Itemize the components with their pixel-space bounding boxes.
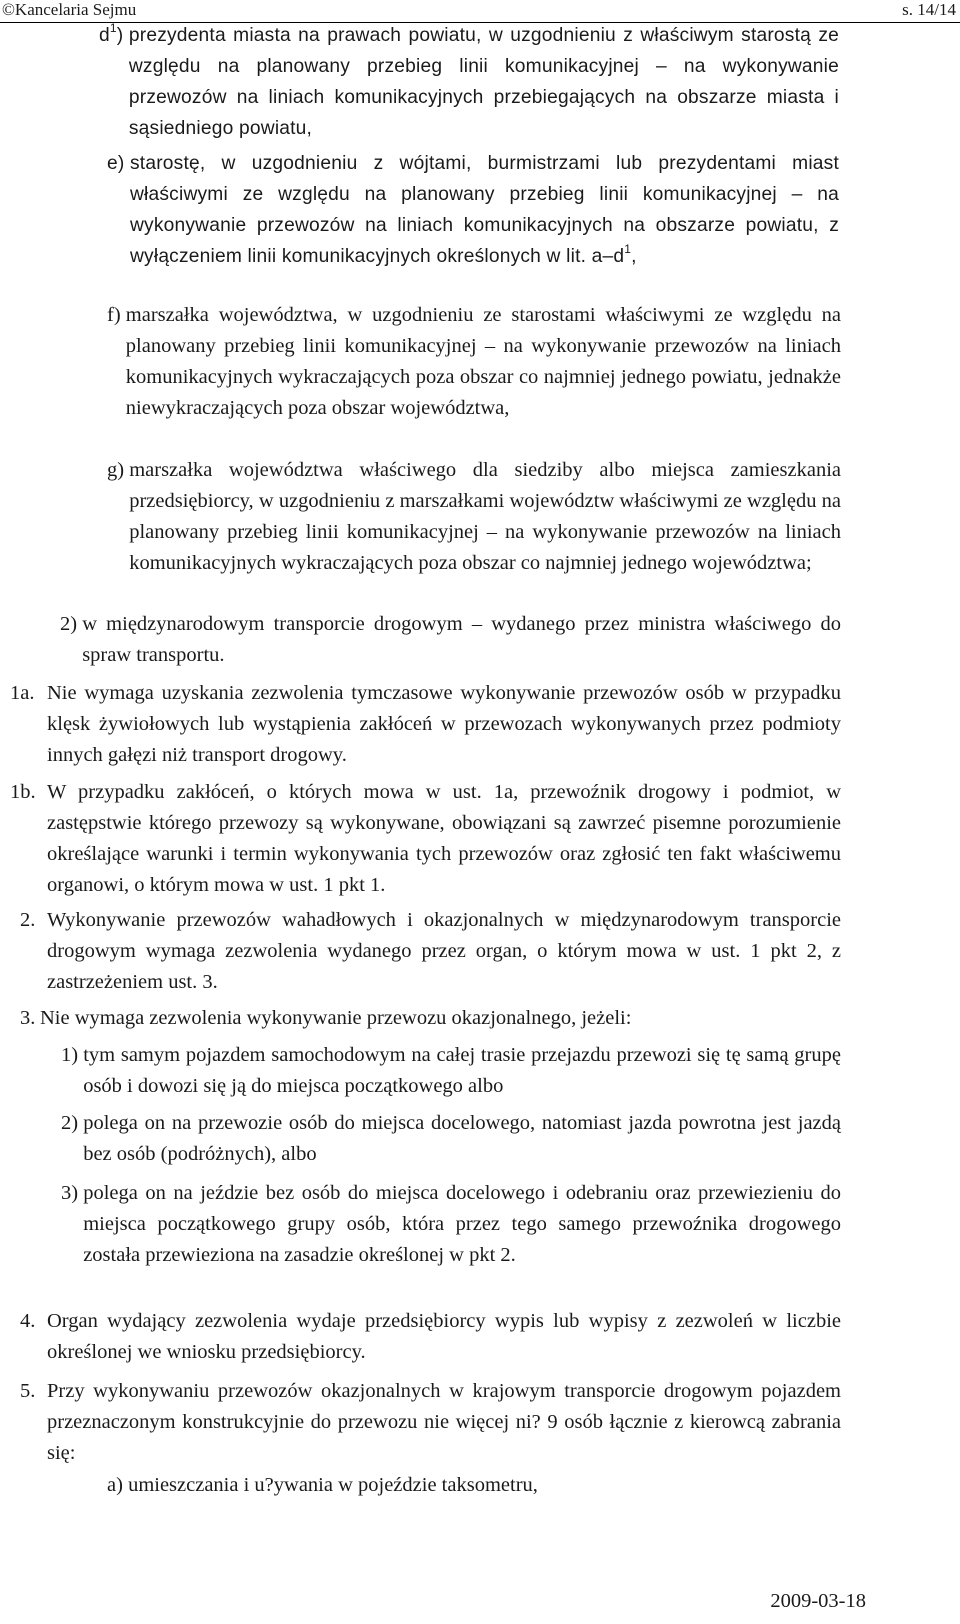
- section-5-label: 5.: [20, 1380, 41, 1402]
- item-e-text: starostę, w uzgodnieniu z wójtami, burmistrzami lub prezydentami miast właściwymi ze względu na planowany przebieg linii komunikacyjnej – na wykonywanie przewozów na liniach komunikacyjnych na obszarze powiatu, z wyłączeniem linii komunikacyjnych określonych w lit. $a-d^1$,: [130, 153, 839, 267]
- section-4: [20, 1306, 841, 1368]
- item-g-label: g): [107, 459, 130, 481]
- section-5-point-a-label: a): [107, 1474, 129, 1496]
- point-2: [60, 609, 841, 671]
- section-2-text: Wykonywanie przewozów wahadłowych i okazjonalnych w międzynarodowym transporcie drogowym wymaga zezwolenia wydanego przez organ, o którym mowa w ust. 1 pkt 2, z zastrzeżeniem ust. 3.: [47, 909, 841, 993]
- item-f-label: f): [107, 304, 126, 326]
- item-e-label: e): [107, 153, 130, 174]
- section-1a-label: 1a.: [10, 682, 40, 704]
- section-1b: [10, 777, 841, 901]
- section-2: [20, 905, 841, 998]
- header-page-number: s. 14/14: [902, 0, 956, 19]
- section-3-text: Nie wymaga zezwolenia wykonywanie przewozu okazjonalnego, jeżeli:: [40, 1007, 632, 1029]
- section-3-point-3-text: polega on na jeździe bez osób do miejsca docelowego i odebraniu oraz przewiezieniu do miejsca początkowego grupy osób, która przez tego samego przewoźnika drogowego została przewieziona na zasadzie określonej w pkt 2.: [83, 1182, 841, 1266]
- section-2-label: 2.: [20, 909, 41, 931]
- section-3-label: 3.: [20, 1007, 41, 1029]
- section-1b-label: 1b.: [10, 781, 41, 803]
- section-5-point-a: [107, 1470, 841, 1501]
- item-d1: [99, 20, 839, 144]
- item-d1-text: prezydenta miasta na prawach powiatu, w uzgodnieniu z właściwym starostą ze względu na planowany przebieg linii komunikacyjnej – na wykonywanie przewozów na liniach komunikacyjnych przebiegających na obszarze miasta i sąsiedniego powiatu,: [128, 25, 839, 139]
- item-f-text: marszałka województwa, w uzgodnieniu ze starostami właściwymi ze względu na planowany przebieg linii komunikacyjnej – na wykonywanie przewozów na liniach komunikacyjnych wykraczających poza obszar co najmniej jednego powiatu, jednakże niewykraczających poza obszar województwa,: [125, 304, 841, 419]
- section-3-point-2: [61, 1108, 841, 1170]
- item-f: [107, 300, 841, 424]
- section-3-point-3: [61, 1178, 841, 1271]
- section-5-point-a-text: umieszczania i u?ywania w pojeździe taksometru,: [128, 1474, 538, 1496]
- section-1a: [10, 678, 841, 771]
- section-3: [20, 1003, 841, 1034]
- section-4-label: 4.: [20, 1310, 41, 1332]
- item-g: [107, 455, 841, 579]
- footer-date: 2009-03-18: [770, 1590, 866, 1612]
- section-5-text: Przy wykonywaniu przewozów okazjonalnych w krajowym transporcie drogowym pojazdem przeznaczonym konstrukcyjnie do przewozu nie więcej ni? 9 osób łącznie z kierowcą zabrania się:: [47, 1380, 841, 1464]
- section-3-point-1-text: tym samym pojazdem samochodowym na całej trasie przejazdu przewozi się tę samą grupę osób i dowozi się ją do miejsca początkowego albo: [83, 1044, 841, 1097]
- section-1a-text: Nie wymaga uzyskania zezwolenia tymczasowe wykonywanie przewozów osób w przypadku klęsk żywiołowych lub wystąpienia zakłóceń w przewozach wykonywanych przez podmioty innych gałęzi niż transport drogowy.: [47, 682, 841, 766]
- section-4-text: Organ wydający zezwolenia wydaje przedsiębiorcy wypis lub wypisy z zezwoleń w liczbie określonej we wniosku przedsiębiorcy.: [47, 1310, 841, 1363]
- item-e: [107, 148, 839, 272]
- point-2-text: w międzynarodowym transporcie drogowym – wydanego przez ministra właściwego do spraw transportu.: [82, 613, 841, 666]
- section-3-point-2-label: 2): [61, 1112, 84, 1134]
- section-3-point-3-label: 3): [61, 1182, 84, 1204]
- point-2-label: 2): [60, 613, 83, 635]
- section-3-point-1: [61, 1040, 841, 1102]
- section-5: [20, 1376, 841, 1469]
- item-g-text: marszałka województwa właściwego dla siedziby albo miejsca zamieszkania przedsiębiorcy, w uzgodnieniu z marszałkami województw właściwymi ze względu na planowany przebieg linii komunikacyjnej – na wykonywanie przewozów na liniach komunikacyjnych wykraczających poza obszar co najmniej jednego województwa;: [129, 459, 841, 574]
- header-source: ©Kancelaria Sejmu: [2, 0, 137, 19]
- section-1b-text: W przypadku zakłóceń, o których mowa w ust. 1a, przewoźnik drogowy i podmiot, w zastępstwie którego przewozy są wykonywane, obowiązani są zawrzeć pisemne porozumienie określające warunki i termin wykonywania tych przewozów oraz zgłosić ten fakt właściwemu organowi, o którym mowa w ust. 1 pkt 1.: [47, 781, 841, 896]
- section-3-point-2-text: polega on na przewozie osób do miejsca docelowego, natomiast jazda powrotna jest jazdą bez osób (podróżnych), albo: [83, 1112, 841, 1165]
- section-3-point-1-label: 1): [61, 1044, 84, 1066]
- item-d1-label: $d^1$): [99, 21, 129, 46]
